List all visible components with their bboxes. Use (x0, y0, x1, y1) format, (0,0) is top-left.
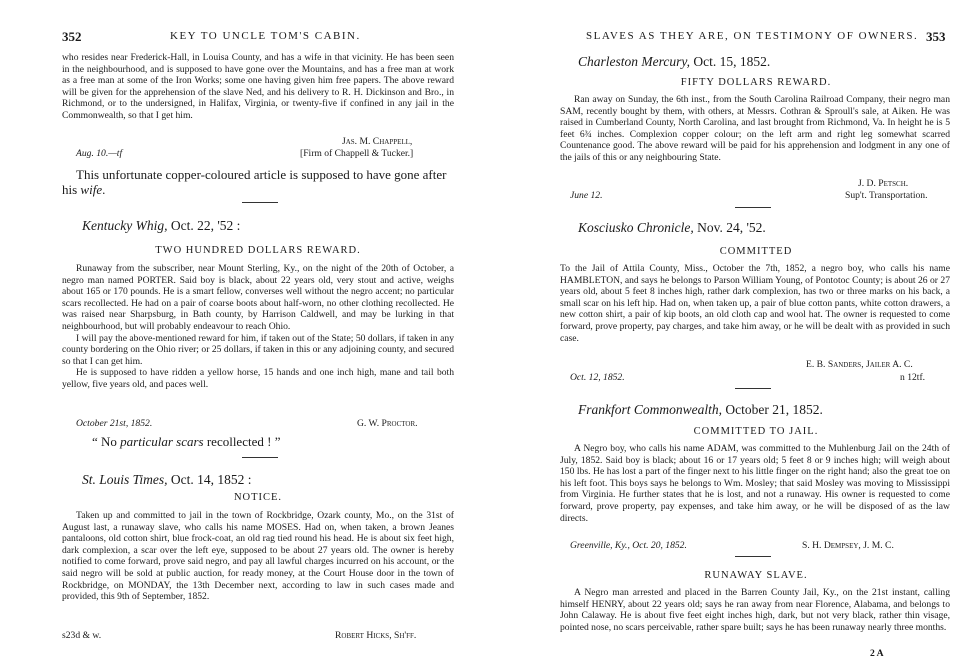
comment-copper-end: . (102, 182, 106, 197)
ad-kentucky-para1: Runaway from the subscriber, near Mount Sterling, Ky., on the night of the 20th of October, a negro man named PORTER. Said boy is black, about 22 years old, very stout and active, weighs about 165 or 170 pounds. He is a smart fellow, converses well without the negro accent; no particular scars recollected. He had on a pair of coarse boots about half-worn, no other clothing recollected. He was raised near Sharpsburg, in Bath county, by Harrison Caldwell, and may be lurking in that neighbourhood, but will probably endeavour to reach Ohio. (62, 263, 454, 332)
ad-kosciusko-tag: n 12tf. (900, 372, 926, 383)
ad-kentucky-title: TWO HUNDRED DOLLARS REWARD. (155, 245, 361, 256)
comment-copper-emph: wife (80, 182, 103, 197)
divider (242, 202, 278, 203)
ad-kentucky-para2: I will pay the above-mentioned reward for him, if taken out of the State; 50 dollars, if taken in any county bordering on the Ohio river; or 25 dollars, if taken in this or any adjoining county, and secured so that I can get him. (62, 332, 454, 367)
ad-runaway-body (560, 587, 950, 633)
running-head-right: SLAVES AS THEY ARE, ON TESTIMONY OF OWNERS. (586, 30, 919, 42)
source-charleston-date: Oct. 15, 1852. (693, 54, 771, 69)
ad-charleston-para1: Ran away on Sunday, the 6th inst., from the South Carolina Railroad Company, their negro man SAM, recently bought by them, with others, at Messrs. Cothran & Sproull's sale, at Aiken. He was raised in Cumberland County, North Carolina, and last brought from Richmond, Va. In height he is 5 feet 6¾ inches. Complexion copper colour; on the left arm and right leg somewhat scarred Countenance good. The above reward will be paid for his apprehension and lodgment in any one of the jails of this or any neighbouring State. (560, 94, 950, 163)
comment-scars (92, 434, 280, 449)
source-kosciusko-name: Kosciusko Chronicle, (578, 220, 694, 235)
ad-stlouis-para1: Taken up and committed to jail in the town of Rockbridge, Ozark county, Mo., on the 31st of August last, a runaway slave, who calls his name MOSES. Had on, when taken, a brown Jeanes pantaloons, old cotton shirt, blue frock-coat, an old rag tied round his head. He is about six feet high, dark complexion, a scar over the left eye, supposed to be about 27 years old. The owner is hereby notified to come forward, prove said negro, and pay all lawful charges incurred on his account, or the said negro will be sold at public auction, for ready money, at the Court House door in the town of Rockbridge, on MONDAY, the 13th December next, according to law in such cases made and provided, this 9th of September, 1852. (62, 510, 454, 603)
divider (242, 457, 278, 458)
ad-chappell-signer: Jas. M. Chappell, (342, 136, 413, 147)
source-stlouis (82, 472, 252, 488)
ad-frankfort-signer: S. H. Dempsey, J. M. C. (802, 540, 894, 551)
source-stlouis-name: St. Louis Times, (82, 472, 168, 487)
ad-kosciusko-title: COMMITTED (719, 246, 793, 257)
ad-charleston-body (560, 94, 950, 164)
source-stlouis-date: Oct. 14, 1852 : (170, 472, 252, 487)
ad-charleston-signer: J. D. Petsch. (858, 178, 909, 189)
source-kentucky-name: Kentucky Whig, (82, 218, 168, 233)
ad-chappell (62, 52, 454, 122)
source-kentucky-date: Oct. 22, '52 : (170, 218, 241, 233)
ad-stlouis-signer: Robert Hicks, Sh'ff. (335, 630, 417, 641)
comment-scars-emph: particular scars (120, 434, 204, 449)
ad-kosciusko-signer: E. B. Sanders, Jailer A. C. (806, 359, 913, 370)
comment-copper (62, 167, 454, 197)
source-frankfort (578, 402, 823, 418)
ad-chappell-text: who resides near Frederick-Hall, in Louisa County, and has a wife in that vicinity. He has been seen in the neighbourhood, and is supposed to have gone over the Mountains, and has a free man at work as a free man at some of the Iron Works; some one having given him free papers. The above reward will be given for the apprehension of the slave Ned, and his delivery to R. H. Dickinson and Bro., in Richmond, or to the undersigned, in Halifax, Virginia, or twenty-five if confined in any jail in the Commonwealth, so that I get him. (62, 52, 454, 121)
ad-charleston-signer-title: Sup't. Transportation. (845, 190, 928, 201)
ad-kentucky-body (62, 263, 454, 391)
right-page (490, 0, 980, 667)
ad-stlouis-date: s23d & w. (62, 630, 102, 641)
divider (735, 207, 771, 208)
ad-frankfort-date: Greenville, Ky., Oct. 20, 1852. (570, 540, 687, 551)
ad-kentucky-date: October 21st, 1852. (76, 418, 153, 429)
source-kosciusko (578, 220, 766, 236)
source-kosciusko-date: Nov. 24, '52. (697, 220, 766, 235)
ad-stlouis-body (62, 510, 454, 603)
running-head-left: KEY TO UNCLE TOM'S CABIN. (170, 30, 361, 42)
ad-kentucky-signer: G. W. Proctor. (357, 418, 418, 429)
comment-scars-text: “ No (92, 434, 121, 449)
ad-kosciusko-body (560, 263, 950, 344)
ad-frankfort-para1: A Negro boy, who calls his name ADAM, was committed to the Muhlenburg Jail on the 24th of July, 1852. Said boy is black; about 16 or 17 years old; 5 feet 8 or 9 inches high; will weigh about 150 lbs. He has lost a part of the finger next to his little finger on the right hand; also the great toe on his left foot. This boys says he belongs to Wm. Mosley; that said Mosley was moving to Mississippi from Virginia. He further states that he is lost, and not a runaway. His owner is requested to come forward, prove property, pay expenses, and take him away, or he will be disposed of as the law directs. (560, 443, 950, 524)
ad-stlouis-title: NOTICE. (233, 492, 283, 503)
source-frankfort-date: October 21, 1852. (725, 402, 823, 417)
source-charleston (578, 54, 770, 70)
ad-chappell-date: Aug. 10.—tf (76, 148, 123, 159)
ad-chappell-firm: [Firm of Chappell & Tucker.] (300, 148, 414, 159)
ad-runaway-title: RUNAWAY SLAVE. (704, 570, 808, 581)
ad-charleston-title: FIFTY DOLLARS REWARD. (680, 77, 832, 88)
source-frankfort-name: Frankfort Commonwealth, (578, 402, 722, 417)
ad-kentucky-para3: He is supposed to have ridden a yellow horse, 15 hands and one inch high, mane and tail both yellow, five years old, and paces well. (62, 367, 454, 390)
comment-scars-end: recollected ! ” (203, 434, 281, 449)
ad-frankfort-body (560, 443, 950, 524)
signature-mark: 2 A (870, 648, 884, 659)
source-charleston-name: Charleston Mercury, (578, 54, 690, 69)
divider (735, 388, 771, 389)
page-number-left: 352 (62, 29, 82, 44)
ad-kosciusko-date: Oct. 12, 1852. (570, 372, 625, 383)
ad-frankfort-title: COMMITTED TO JAIL. (693, 426, 819, 437)
ad-charleston-date: June 12. (570, 190, 603, 201)
ad-kosciusko-para1: To the Jail of Attila County, Miss., October the 7th, 1852, a negro boy, who calls his name HAMBLETON, and says he belongs to Parson William Young, of Pontotoc County; is about 26 or 27 years old, about 5 feet 8 inches high, rather dark complexion, has two or three marks on his back, a small scar on his left hip. Had on, when taken up, a pair of blue cotton pants, white cotton drawers, a new cotton shirt, a pair of kip boots, an old cloth cap and wool hat. The owner is requested to come forward, prove property, pay charges, and take him away, or he will be dealt with as provided in such case. (560, 263, 950, 344)
page-number-right: 353 (926, 29, 946, 44)
comment-copper-text: This unfortunate copper-coloured article is supposed to have gone after his (62, 167, 447, 197)
source-kentucky (82, 218, 240, 234)
divider (735, 556, 771, 557)
ad-runaway-para1: A Negro man arrested and placed in the Barren County Jail, Ky., on the 21st instant, calling himself HENRY, about 22 years old; says he ran away from near Florence, Alabama, and belongs to John Calaway. He is about five feet eight inches high, dark, but not very black, rather thin visage, pointed nose, no scars perceivable, rather spare built; says he has been runaway nearly three months. (560, 587, 950, 633)
